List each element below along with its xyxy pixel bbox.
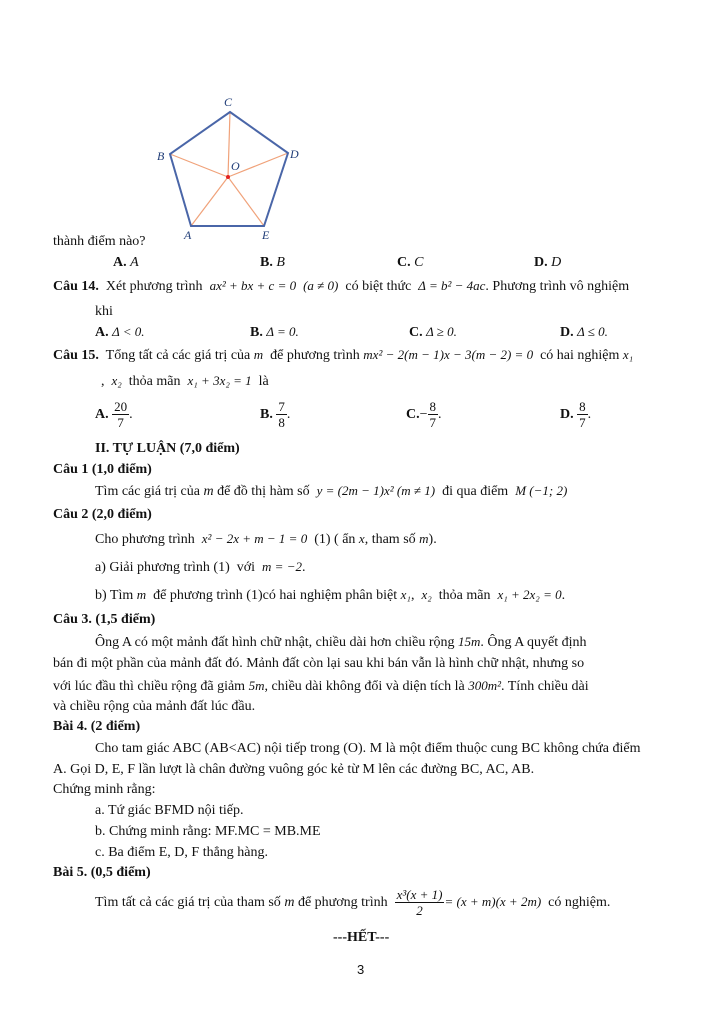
b4-part-c: c. Ba điểm E, D, F thẳng hàng. bbox=[95, 845, 269, 860]
q14-option-b: B. Δ = 0. bbox=[250, 324, 299, 340]
b5-title: Bài 5. (0,5 điểm) bbox=[53, 865, 151, 880]
c1-title: Câu 1 (1,0 điểm) bbox=[53, 462, 152, 477]
c1-body: Tìm các giá trị của m để đồ thị hàm số y = (2m − 1)x² (m ≠ 1) đi qua điểm M (−1; 2) bbox=[95, 483, 568, 499]
pentagon-figure bbox=[0, 0, 725, 250]
part2-title: II. TỰ LUẬN (7,0 điểm) bbox=[95, 441, 240, 456]
q13-option-d: D. D bbox=[534, 255, 562, 270]
b4-part-a: a. Tứ giác BFMD nội tiếp. bbox=[95, 803, 244, 818]
q13-option-a: A. A bbox=[113, 255, 139, 270]
label-e: E bbox=[262, 228, 270, 242]
q13-option-b: B. B bbox=[260, 255, 285, 270]
page-number: 3 bbox=[357, 962, 365, 977]
c2-title: Câu 2 (2,0 điểm) bbox=[53, 507, 152, 522]
c3-title: Câu 3. (1,5 điểm) bbox=[53, 612, 156, 627]
b4-line-1: Cho tam giác ABC (AB<AC) nội tiếp trong (O). M là một điểm thuộc cung BC không chứa điểm bbox=[95, 741, 641, 756]
q13-option-c: C. C bbox=[397, 255, 424, 270]
c3-line-3: với lúc đầu thì chiều rộng đã giảm 5m, chiều dài không đổi và diện tích là 300m². Tính chiều dài bbox=[53, 678, 589, 694]
q15-option-c: C.− $\frac{8}{7}$ . bbox=[406, 399, 442, 431]
q15-option-a: A. $\frac{20}{7}$ . bbox=[95, 399, 133, 431]
q14-option-a: A. Δ < 0. bbox=[95, 324, 145, 340]
q13-tail-text: thành điểm nào? bbox=[53, 234, 146, 249]
label-b: B bbox=[157, 149, 165, 163]
q15-option-d: D. $\frac{8}{7}$ . bbox=[560, 399, 592, 431]
label-d: D bbox=[290, 147, 299, 161]
label-a: A bbox=[184, 228, 192, 242]
q15-line-2: , x₂ thỏa mãn x₁ + 3x₂ = 1 là bbox=[101, 373, 269, 389]
c2-part-b: b) Tìm m để phương trình (1)có hai nghiệm phân biệt x₁, x₂ thỏa mãn x₁ + 2x₂ = 0. bbox=[95, 587, 566, 603]
c3-line-4: và chiều rộng của mảnh đất lúc đầu. bbox=[53, 699, 256, 714]
b4-line-3: Chứng minh rằng: bbox=[53, 782, 156, 797]
b4-part-b: b. Chứng minh rằng: MF.MC = MB.ME bbox=[95, 824, 321, 839]
q14-line-2: khi bbox=[95, 304, 113, 319]
c3-line-2: bán đi một phần của mảnh đất đó. Mảnh đất còn lại sau khi bán vẫn là hình chữ nhật, nhưng so bbox=[53, 656, 585, 671]
label-o: O bbox=[231, 159, 240, 173]
q15-option-b: B. $\frac{7}{8}$ . bbox=[260, 399, 291, 431]
b4-line-2: A. Gọi D, E, F lần lượt là chân đường vuông góc kẻ từ M lên các đường BC, AC, AB. bbox=[53, 762, 535, 777]
label-c: C bbox=[224, 95, 233, 109]
q14-option-d: D. Δ ≤ 0. bbox=[560, 324, 608, 340]
b4-title: Bài 4. (2 điểm) bbox=[53, 719, 141, 734]
q14-line-1: Câu 14. Xét phương trình ax² + bx + c = 0 (a ≠ 0) có biệt thức Δ = b² − 4ac. Phương trình vô nghiệm bbox=[53, 278, 630, 294]
center-point bbox=[226, 175, 230, 179]
end-marker: ---HẾT--- bbox=[333, 930, 390, 945]
c2-intro: Cho phương trình x² − 2x + m − 1 = 0 (1) ( ẩn x, tham số m). bbox=[95, 531, 437, 547]
q14-option-c: C. Δ ≥ 0. bbox=[409, 324, 457, 340]
q15-line-1: Câu 15. Tổng tất cả các giá trị của m để phương trình mx² − 2(m − 1)x − 3(m − 2) = 0 có hai nghiệm x₁ bbox=[53, 347, 634, 363]
b5-body: Tìm tất cả các giá trị của tham số m để phương trình $\frac{\text{x³(x + 1)}}{2}$ = (x + m)(x + 2m) có nghiệm. bbox=[95, 887, 611, 919]
c3-line-1: Ông A có một mảnh đất hình chữ nhật, chiều dài hơn chiều rộng 15m. Ông A quyết định bbox=[95, 634, 587, 650]
c2-part-a: a) Giải phương trình (1) với m = −2. bbox=[95, 559, 306, 575]
